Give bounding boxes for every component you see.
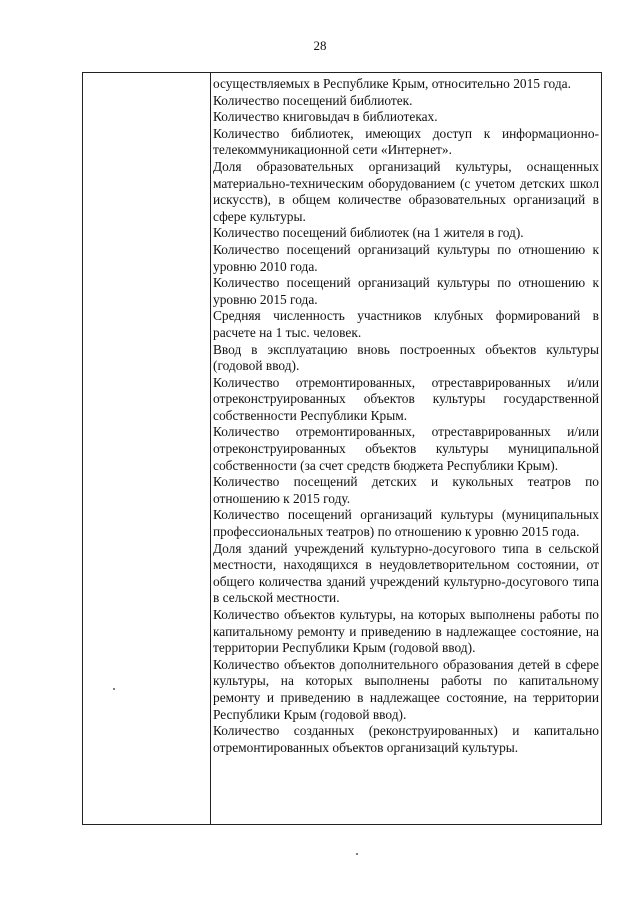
indicator-item: Количество объектов дополнительного образования детей в сфере культуры, на которых выполнены работы по капитальному ремонту и приведению в надлежащее состояние, на территории Республики Крым (годовой ввод). bbox=[213, 656, 599, 722]
indicator-item: Ввод в эксплуатацию вновь построенных объектов культуры (годовой ввод). bbox=[213, 341, 599, 374]
column-divider bbox=[210, 73, 211, 824]
page-number: 28 bbox=[313, 38, 327, 53]
indicator-item: Количество посещений библиотек. bbox=[213, 92, 413, 108]
indicator-item: Доля зданий учреждений культурно-досугового типа в сельской местности, находящихся в неудовлетворительном состоянии, от общего количества зданий учреждений культурно-досугового типа в сельской местности. bbox=[213, 540, 599, 606]
indicator-item: Количество объектов культуры, на которых выполнены работы по капитальному ремонту и приведению в надлежащее состояние, на территории Республики Крым (годовой ввод). bbox=[213, 607, 599, 656]
indicator-item: Количество книговыдач в библиотеках. bbox=[213, 109, 438, 125]
indicator-item: Количество посещений организаций культуры по отношению к уровню 2010 года. bbox=[213, 241, 599, 274]
indicators-table bbox=[82, 72, 602, 825]
indicator-item: Количество посещений детских и кукольных театров по отношению к 2015 году. bbox=[213, 474, 599, 506]
indicator-item: Количество посещений библиотек (на 1 жителя в год). bbox=[213, 225, 524, 241]
indicator-item: Количество посещений организаций культуры (муниципальных профессиональных театров) по отношению к уровню 2015 года. bbox=[213, 507, 599, 540]
indicator-item: Количество отремонтированных, отреставрированных и/или отреконструированных объектов культуры муниципальной собственности (за счет средств бюджета Республики Крым). bbox=[213, 424, 599, 473]
indicator-item: Количество библиотек, имеющих доступ к информационно-телекоммуникационной сети «Интернет». bbox=[213, 125, 599, 158]
indicator-item: осуществляемых в Республике Крым, относительно 2015 года. bbox=[213, 76, 571, 91]
indicator-item: Средняя численность участников клубных формирований в расчете на 1 тыс. человек. bbox=[213, 308, 599, 340]
indicators-cell bbox=[213, 76, 599, 756]
indicator-item: Количество созданных (реконструированных) и капитально отремонтированных объектов организаций культуры. bbox=[213, 723, 599, 755]
scan-speck bbox=[356, 853, 358, 855]
indicator-item: Количество отремонтированных, отреставрированных и/или отреконструированных объектов культуры государственной собственности Республики Крым. bbox=[213, 374, 599, 423]
indicator-item: Доля образовательных организаций культуры, оснащенных материально-техническим оборудованием (с учетом детских школ искусств), в общем количестве образовательных организаций в сфере культуры. bbox=[213, 158, 599, 224]
scan-speck bbox=[113, 688, 115, 690]
indicator-item: Количество посещений организаций культуры по отношению к уровню 2015 года. bbox=[213, 275, 599, 307]
